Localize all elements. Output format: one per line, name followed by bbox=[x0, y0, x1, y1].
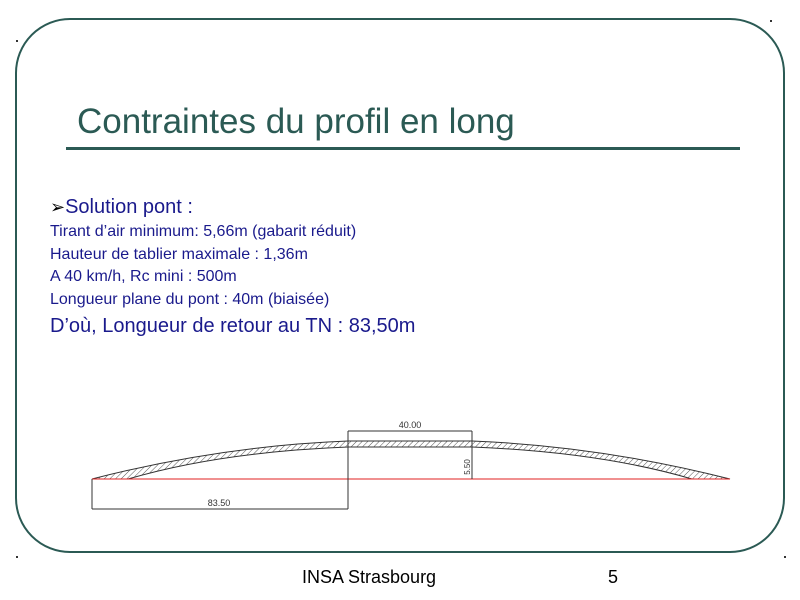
footer-page-number: 5 bbox=[608, 567, 619, 587]
bullet-text: Solution pont : bbox=[65, 196, 193, 218]
slide-title: Contraintes du profil en long bbox=[77, 102, 515, 141]
profile-band bbox=[92, 441, 730, 479]
label-deck-length: 40.00 bbox=[398, 420, 422, 430]
constraint-line: Hauteur de tablier maximale : 1,36m bbox=[50, 246, 308, 263]
footer-institution: INSA Strasbourg bbox=[302, 567, 437, 587]
label-return-length: 83.50 bbox=[207, 498, 231, 508]
constraint-line: Tirant d’air minimum: 5,66m (gabarit réduit) bbox=[50, 223, 357, 240]
constraint-line: A 40 km/h, Rc mini : 500m bbox=[50, 268, 237, 285]
conclusion-text: D’où, Longueur de retour au TN : 83,50m bbox=[50, 315, 416, 337]
label-height: 5.50 bbox=[463, 459, 472, 475]
constraint-line: Longueur plane du pont : 40m (biaisée) bbox=[50, 291, 330, 308]
arrow-bullet-icon: ➢ bbox=[50, 197, 66, 217]
